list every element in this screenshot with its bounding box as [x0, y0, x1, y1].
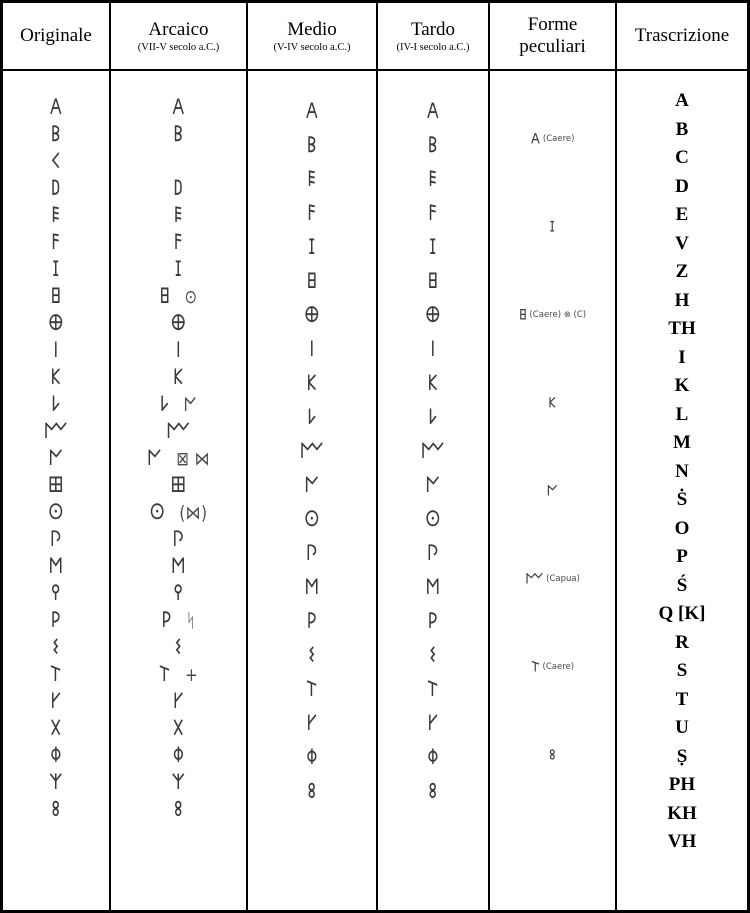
glyph: 𐌍	[304, 472, 320, 498]
glyph: 𐌖	[427, 710, 439, 736]
glyph: 𐌄	[51, 203, 61, 229]
transliteration-letter: R	[675, 631, 689, 653]
column-header-title: Medio	[287, 18, 337, 40]
glyph: 𐌕	[305, 676, 319, 702]
glyph-row	[378, 707, 488, 741]
glyph-row	[490, 447, 615, 535]
glyph-row	[490, 183, 615, 271]
glyph: 𐌖	[50, 689, 62, 715]
glyph-row	[248, 401, 376, 435]
column-header-subtitle: (IV-I secolo a.C.)	[396, 41, 470, 53]
glyph: 𐌇	[518, 306, 528, 324]
glyph-row	[378, 537, 488, 571]
glyph: 𐌈	[304, 302, 320, 328]
glyph-variant: +	[185, 663, 199, 687]
transliteration-letter: S	[676, 660, 688, 681]
glyph-row	[490, 711, 615, 799]
glyph-row	[490, 535, 615, 623]
column-arcaico	[111, 71, 248, 910]
glyph: 𐌑	[170, 554, 187, 580]
glyph: 𐌊	[427, 370, 439, 396]
glyph-row	[490, 359, 615, 447]
column-header-title: Trascrizione	[634, 25, 730, 46]
glyph-row	[111, 95, 246, 122]
glyph: 𐌊	[172, 365, 185, 391]
glyph: 𐌋	[307, 404, 317, 430]
glyph-row	[248, 197, 376, 231]
glyph-row	[111, 635, 246, 662]
glyph-row	[111, 257, 246, 284]
glyph: 𐌐	[426, 540, 440, 566]
glyph: 𐌀	[530, 130, 541, 148]
glyph: 𐌕	[530, 658, 541, 676]
glyph: 𐌚	[548, 746, 557, 764]
glyph: 𐌈	[48, 311, 64, 337]
glyph: 𐌍	[546, 482, 559, 500]
column-header-tardo	[378, 3, 490, 69]
glyph: 𐌒	[50, 581, 62, 607]
glyph-row	[378, 503, 488, 537]
transliteration-letter: Ṡ	[676, 489, 688, 510]
table-body-row	[3, 71, 747, 910]
transliteration-letter: A	[675, 90, 689, 111]
glyph-row	[111, 149, 246, 176]
glyph-row	[248, 95, 376, 129]
glyph-row	[378, 95, 488, 129]
glyph: 𐌑	[425, 574, 441, 600]
glyph: 𐌔	[307, 642, 316, 668]
glyph-row	[3, 257, 109, 284]
column-header-forme-peculiari	[490, 3, 617, 69]
glyph: 𐌅	[51, 230, 61, 256]
transliteration-letter: U	[675, 717, 689, 738]
glyph-row	[111, 554, 246, 581]
glyph-row	[111, 473, 246, 500]
glyph: 𐌋	[428, 404, 438, 430]
glyph: 𐌌	[525, 570, 545, 588]
glyph-row	[3, 446, 109, 473]
glyph-row	[248, 231, 376, 265]
glyph-note: (Capua)	[546, 574, 580, 584]
glyph: 𐌀	[426, 98, 440, 124]
glyph: 𐌓	[161, 608, 173, 634]
glyph-row	[111, 500, 246, 527]
glyph-row	[378, 163, 488, 197]
glyph-row	[111, 581, 246, 608]
column-trascrizione	[617, 71, 747, 910]
transliteration-letter: H	[674, 289, 690, 311]
glyph-variant: (⋈)	[179, 501, 208, 525]
glyph: 𐌏	[304, 506, 320, 532]
glyph: 𐌀	[171, 95, 186, 121]
glyph-row	[111, 365, 246, 392]
glyph: 𐌐	[172, 527, 185, 553]
glyph: 𐌌	[166, 419, 191, 445]
glyph: 𐌏	[48, 500, 64, 526]
glyph-row	[248, 571, 376, 605]
transliteration-letter: O	[674, 517, 690, 539]
column-tardo	[378, 71, 490, 910]
glyph: 𐌌	[299, 438, 325, 464]
glyph: 𐌘	[172, 743, 185, 769]
transliteration-letter: KH	[667, 802, 697, 824]
glyph-variant: ⊠ ⋈	[176, 447, 211, 471]
glyph: 𐌔	[428, 642, 437, 668]
glyph: 𐌆	[549, 218, 556, 236]
glyph-row	[248, 503, 376, 537]
glyph-row	[3, 797, 109, 824]
glyph: 𐌊	[306, 370, 318, 396]
glyph-row	[248, 265, 376, 299]
glyph: 𐌒	[173, 581, 184, 607]
glyph: 𐌃	[173, 176, 184, 202]
glyph: 𐌕	[426, 676, 440, 702]
glyph: 𐌍	[146, 446, 163, 472]
glyph-row	[3, 338, 109, 365]
column-forme-peculiari	[490, 71, 617, 910]
glyph-variant: ᛋ	[186, 609, 196, 633]
column-header-title: Originale	[20, 25, 92, 46]
glyph: 𐌅	[428, 200, 438, 226]
transliteration-letter: Q [K]	[658, 603, 706, 624]
glyph: 𐌔	[51, 635, 60, 661]
glyph-row	[248, 333, 376, 367]
glyph: 𐌏	[149, 500, 166, 526]
glyph: 𐌑	[48, 554, 64, 580]
glyph-row	[111, 689, 246, 716]
glyph: 𐌀	[49, 95, 63, 121]
glyph: 𐌌	[420, 438, 446, 464]
glyph: 𐌊	[50, 365, 62, 391]
glyph: 𐌉	[53, 338, 59, 364]
glyph-row	[490, 623, 615, 711]
glyph-row	[378, 197, 488, 231]
glyph-row	[3, 419, 109, 446]
glyph-row	[3, 608, 109, 635]
glyph: 𐌈	[170, 311, 187, 337]
transliteration-letter: C	[675, 147, 689, 168]
glyph-row	[248, 775, 376, 809]
glyph-row	[3, 635, 109, 662]
transliteration-letter: VH	[667, 831, 697, 852]
glyph: 𐌄	[428, 166, 438, 192]
glyph-row	[111, 338, 246, 365]
glyph-row	[248, 639, 376, 673]
glyph: 𐌆	[308, 234, 316, 260]
transliteration-letter: E	[675, 204, 689, 225]
glyph: 𐌃	[50, 176, 62, 202]
glyph: 𐌄	[173, 203, 184, 229]
glyph-row	[3, 662, 109, 689]
column-header-medio	[248, 3, 378, 69]
glyph-variant: ⊙	[184, 285, 198, 309]
glyph: 𐌚	[428, 778, 438, 804]
transliteration-letter: Ṣ	[676, 745, 688, 767]
glyph: 𐌙	[48, 770, 64, 796]
glyph: 𐌇	[159, 284, 171, 310]
glyph-row	[378, 775, 488, 809]
glyph-row	[111, 203, 246, 230]
glyph-row	[3, 365, 109, 392]
transliteration-letter: TH	[668, 318, 696, 339]
glyph-row	[3, 122, 109, 149]
glyph-row	[111, 446, 246, 473]
glyph-row	[378, 265, 488, 299]
glyph: 𐌕	[158, 662, 172, 688]
glyph: 𐌎	[170, 473, 187, 499]
glyph-row	[111, 230, 246, 257]
glyph-row	[248, 129, 376, 163]
glyph-row	[248, 741, 376, 775]
column-header-title: Tardo	[410, 18, 456, 40]
column-medio	[248, 71, 378, 910]
glyph: 𐌊	[548, 394, 557, 412]
transliteration-letter: N	[675, 460, 689, 482]
glyph-row	[3, 554, 109, 581]
glyph: 𐌍	[48, 446, 64, 472]
glyph-row	[111, 176, 246, 203]
glyph: 𐌔	[174, 635, 183, 661]
glyph: 𐌆	[52, 257, 60, 283]
glyph-row	[111, 716, 246, 743]
glyph-row	[111, 284, 246, 311]
glyph-row	[111, 662, 246, 689]
glyph: 𐌓	[427, 608, 439, 634]
glyph-row	[111, 419, 246, 446]
glyph-row	[3, 311, 109, 338]
glyph-row	[490, 95, 615, 183]
glyph: 𐌖	[306, 710, 318, 736]
glyph-row	[378, 231, 488, 265]
glyph: 𐌉	[309, 336, 315, 362]
glyph: 𐌚	[51, 797, 61, 823]
glyph: 𐌌	[43, 419, 69, 445]
glyph: 𐌅	[173, 230, 184, 256]
glyph-row	[3, 230, 109, 257]
glyph: 𐌍	[425, 472, 441, 498]
glyph-row	[3, 95, 109, 122]
glyph-row	[378, 299, 488, 333]
glyph-row	[3, 473, 109, 500]
table-header-row	[3, 3, 747, 71]
glyph-row	[3, 284, 109, 311]
glyph-row	[248, 469, 376, 503]
transliteration-letter: M	[673, 432, 691, 453]
glyph-row	[248, 605, 376, 639]
glyph-row	[248, 299, 376, 333]
glyph-row	[111, 608, 246, 635]
transliteration-letter: Z	[675, 261, 689, 282]
glyph-row	[378, 571, 488, 605]
glyph: 𐌀	[305, 98, 319, 124]
glyph-row	[111, 392, 246, 419]
glyph: 𐌇	[50, 284, 62, 310]
transliteration-letter: V	[675, 232, 689, 254]
glyph-note: (Caere)	[542, 662, 575, 672]
glyph: 𐌐	[305, 540, 319, 566]
glyph: 𐌄	[307, 166, 317, 192]
glyph-column-medio	[248, 71, 376, 910]
glyph: 𐌚	[173, 797, 184, 823]
glyph-row	[378, 435, 488, 469]
glyph: 𐌑	[304, 574, 320, 600]
glyph-row	[378, 401, 488, 435]
column-header-title: Forme peculiari	[519, 14, 586, 57]
glyph-row	[248, 537, 376, 571]
transliteration-letter: T	[675, 688, 689, 710]
glyph: 𐌆	[174, 257, 183, 283]
glyph-row	[111, 743, 246, 770]
glyph-row	[3, 527, 109, 554]
glyph: 𐌁	[306, 132, 318, 158]
glyph: 𐌐	[49, 527, 63, 553]
glyph-row	[248, 707, 376, 741]
glyph-row	[248, 367, 376, 401]
glyph-row	[3, 770, 109, 797]
glyph-row	[3, 149, 109, 176]
column-header-trascrizione	[617, 3, 747, 69]
glyph-column-arcaico	[111, 71, 246, 910]
glyph: 𐌙	[171, 770, 186, 796]
glyph: 𐌕	[49, 662, 63, 688]
glyph-row	[378, 333, 488, 367]
glyph: 𐌋	[159, 392, 170, 418]
glyph-row	[111, 311, 246, 338]
glyph: 𐌉	[430, 336, 436, 362]
glyph-column-originale	[3, 71, 109, 910]
glyph-row	[3, 689, 109, 716]
glyph: 𐌗	[172, 716, 185, 742]
glyph: 𐌘	[305, 744, 319, 770]
glyph: 𐌁	[50, 122, 62, 148]
glyph-note: (Caere) ⊗ (C)	[529, 310, 587, 320]
glyph: 𐌁	[427, 132, 439, 158]
glyph: 𐌁	[173, 122, 184, 148]
glyph: 𐌓	[50, 608, 62, 634]
glyph: 𐌘	[426, 744, 440, 770]
transliteration-list	[617, 71, 747, 910]
glyph-row	[378, 469, 488, 503]
column-header-arcaico	[111, 3, 248, 69]
glyph-column-tardo	[378, 71, 488, 910]
transliteration-letter: L	[675, 403, 689, 425]
glyph: 𐌅	[307, 200, 317, 226]
glyph-row	[378, 673, 488, 707]
transliteration-letter: PH	[668, 774, 696, 795]
glyph-row	[378, 129, 488, 163]
glyph-row	[111, 122, 246, 149]
glyph-row	[3, 743, 109, 770]
glyph: 𐌖	[172, 689, 185, 715]
glyph-row	[378, 367, 488, 401]
column-originale	[3, 71, 111, 910]
column-header-originale	[3, 3, 111, 69]
glyph-row	[248, 673, 376, 707]
transliteration-letter: P	[676, 546, 688, 567]
glyph-row	[248, 163, 376, 197]
column-header-subtitle: (VII-V secolo a.C.)	[137, 41, 220, 53]
glyph-row	[490, 271, 615, 359]
glyph: 𐌘	[49, 743, 63, 769]
glyph: 𐌓	[306, 608, 318, 634]
glyph-row	[3, 500, 109, 527]
glyph-row	[378, 639, 488, 673]
transliteration-letter: K	[674, 375, 690, 396]
glyph: 𐌇	[306, 268, 318, 294]
transliteration-letter: I	[678, 346, 686, 368]
glyph-row	[378, 741, 488, 775]
column-header-title: Arcaico	[148, 18, 209, 40]
glyph-variant: 𐌍	[183, 393, 198, 417]
glyph-row	[3, 716, 109, 743]
transliteration-letter: B	[675, 118, 689, 140]
glyph: 𐌚	[307, 778, 317, 804]
glyph-row	[111, 797, 246, 824]
glyph: 𐌉	[175, 338, 182, 364]
glyph-row	[378, 605, 488, 639]
glyph-row	[3, 581, 109, 608]
glyph-row	[248, 435, 376, 469]
glyph-row	[111, 770, 246, 797]
glyph-column-forme-peculiari	[490, 71, 615, 910]
glyph-row	[3, 176, 109, 203]
transliteration-letter: Ś	[676, 574, 688, 596]
glyph: 𐌗	[49, 716, 63, 742]
glyph: 𐌂	[50, 149, 62, 175]
transliteration-letter: D	[675, 175, 689, 197]
column-header-subtitle: (V-IV secolo a.C.)	[273, 41, 351, 53]
glyph-note: (Caere)	[542, 134, 575, 144]
glyph: 𐌏	[425, 506, 441, 532]
glyph: 𐌈	[425, 302, 441, 328]
glyph-row	[3, 392, 109, 419]
glyph: 𐌎	[47, 473, 65, 499]
glyph-row	[111, 527, 246, 554]
glyph: 𐌇	[427, 268, 439, 294]
glyph: 𐌋	[51, 392, 61, 418]
glyph: 𐌆	[429, 234, 437, 260]
glyph-row	[3, 203, 109, 230]
